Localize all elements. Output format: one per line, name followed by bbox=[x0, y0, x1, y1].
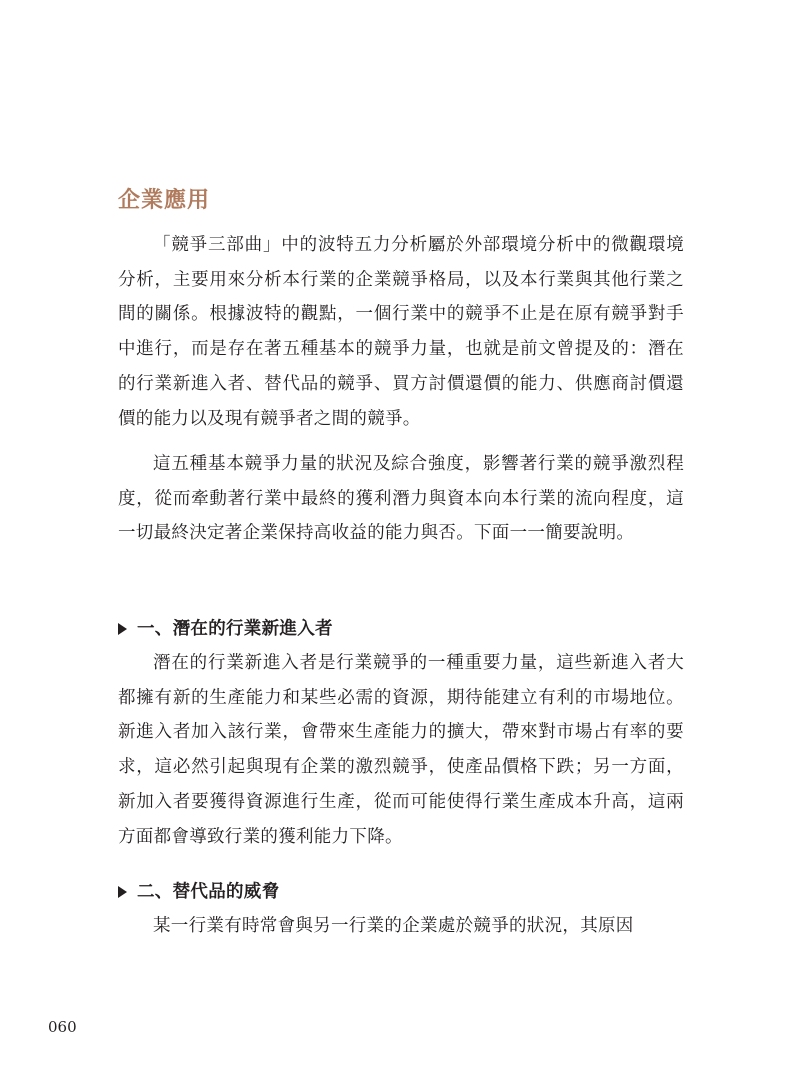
page-number: 060 bbox=[48, 1018, 77, 1036]
subsection-heading-2 bbox=[118, 880, 279, 904]
subsection-body-1: 潛在的行業新進入者是行業競爭的一種重要力量，這些新進入者大都擁有新的生產能力和某些必需的資源，期待能建立有利的市場地位。新進入者加入該行業，會帶來生產能力的擴大，帶來對市場占有率的要求，這必然引起與現有企業的激烈競爭，使產品價格下跌；另一方面，新加入者要獲得資源進行生產，從而可能使得行業生產成本升高，這兩方面都會導致行業的獲利能力下降。 bbox=[118, 653, 684, 847]
intro-paragraph-1: 「競爭三部曲」中的波特五力分析屬於外部環境分析中的微觀環境分析，主要用來分析本行業的企業競爭格局，以及本行業與其他行業之間的關係。根據波特的觀點，一個行業中的競爭不止是在原有競爭對手中進行，而是存在著五種基本的競爭力量，也就是前文曾提及的：潛在的行業新進入者、替代品的競爭、買方討價還價的能力、供應商討價還價的能力以及現有競爭者之間的競爭。 bbox=[118, 235, 684, 429]
subsection-heading-1 bbox=[118, 617, 333, 641]
section-title: 企業應用 bbox=[118, 188, 211, 213]
subsection-heading-1-text: 一、潛在的行業新進入者 bbox=[137, 619, 333, 639]
subsection-heading-2-text: 二、替代品的威脅 bbox=[137, 882, 280, 902]
triangle-bullet-icon bbox=[118, 623, 127, 635]
intro-paragraph-2: 這五種基本競爭力量的狀況及綜合強度，影響著行業的競爭激烈程度，從而牽動著行業中最終的獲利潛力與資本向本行業的流向程度，這一切最終決定著企業保持高收益的能力與否。下面一一簡要說明。 bbox=[118, 454, 684, 544]
triangle-bullet-icon bbox=[118, 886, 127, 898]
subsection-body-2: 某一行業有時常會與另一行業的企業處於競爭的狀況，其原因 bbox=[153, 916, 634, 936]
